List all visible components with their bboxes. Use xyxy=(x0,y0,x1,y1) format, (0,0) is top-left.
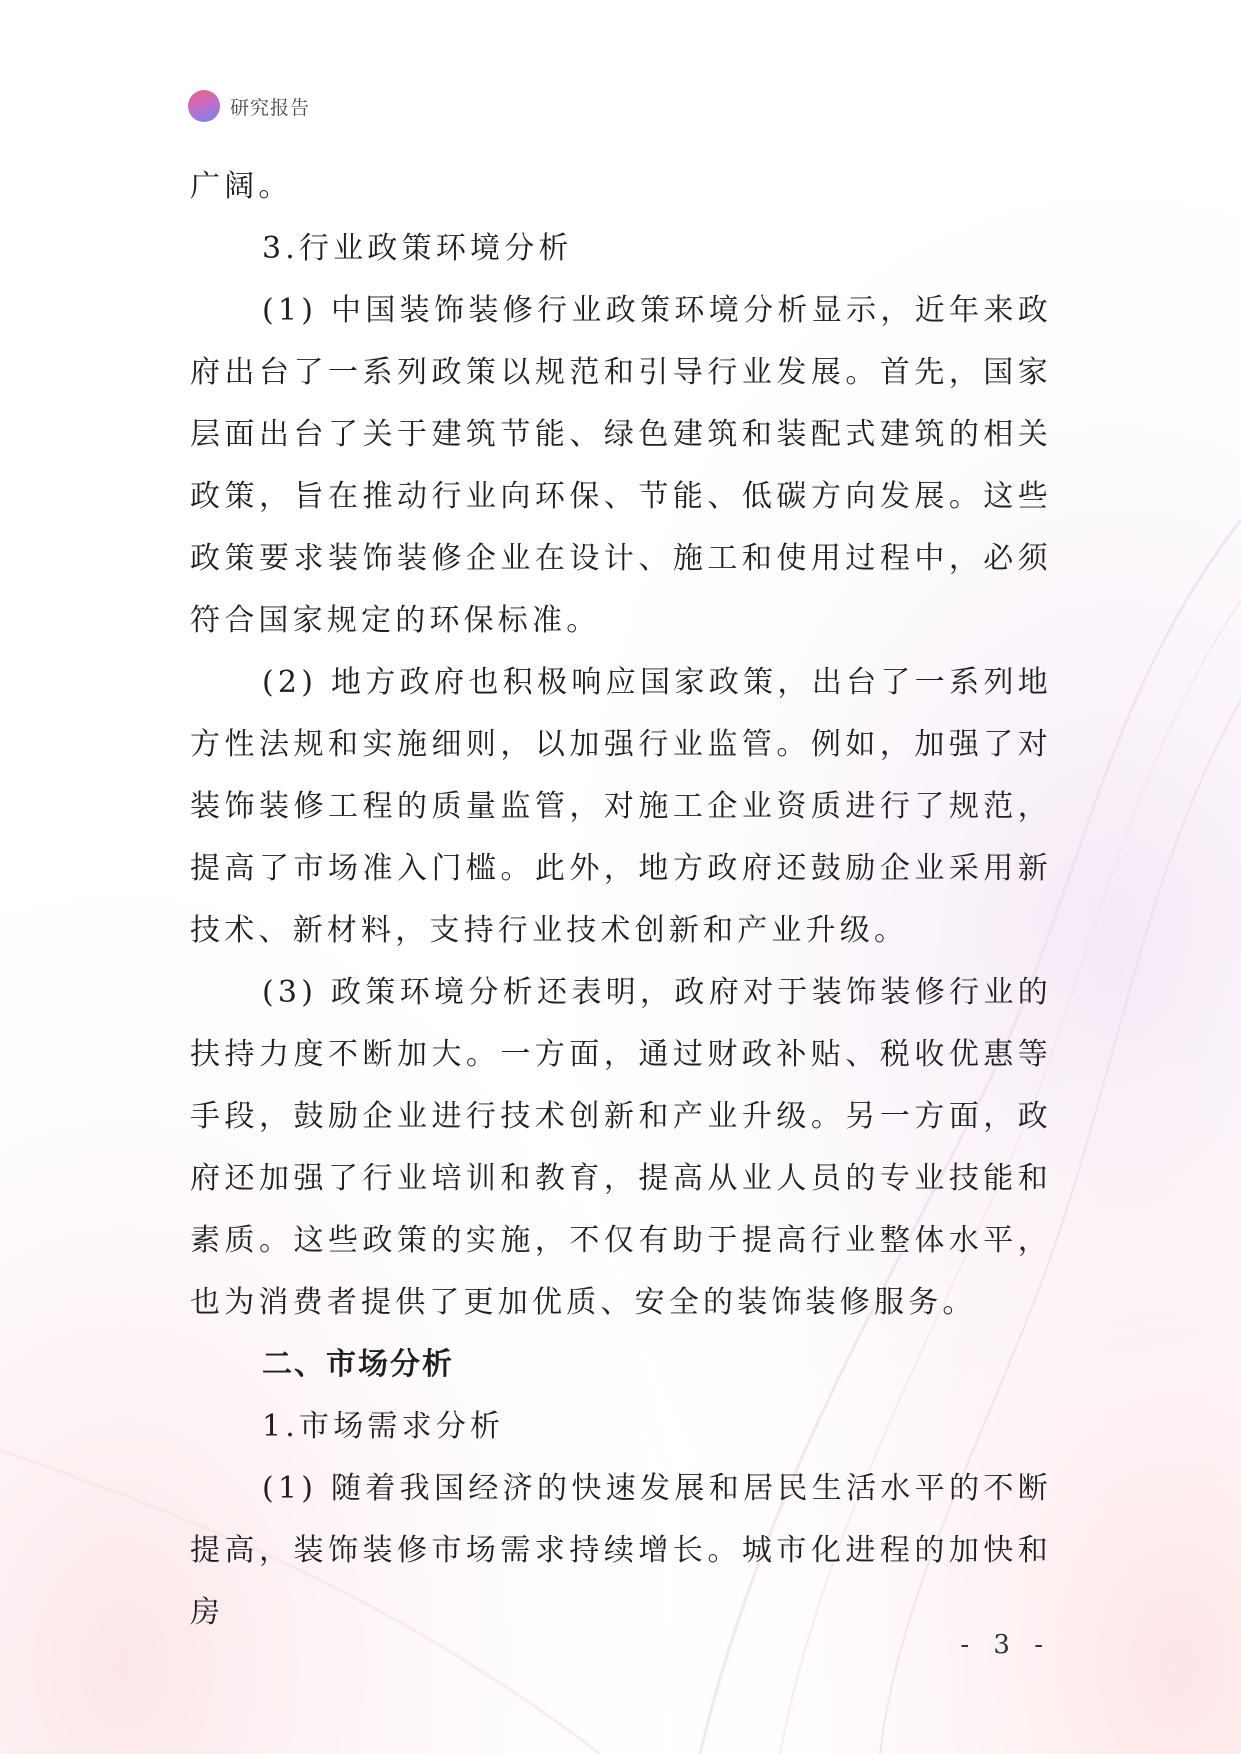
section-heading-demand: 1.市场需求分析 xyxy=(262,1409,505,1444)
report-header xyxy=(188,88,310,124)
paragraph-demand-1: (1) 随着我国经济的快速发展和居民生活水平的不断提高，装饰装修市场需求持续增长。城市化进程的加快和房 xyxy=(190,1471,1052,1630)
page-number: - 3 - xyxy=(960,1630,1051,1660)
chapter-heading-market: 二、市场分析 xyxy=(262,1347,454,1382)
section-heading-policy: 3.行业政策环境分析 xyxy=(262,231,573,266)
logo-circle-icon xyxy=(188,90,220,122)
paragraph-policy-3: (3) 政策环境分析还表明，政府对于装饰装修行业的扶持力度不断加大。一方面，通过财政补贴、税收优惠等手段，鼓励企业进行技术创新和产业升级。另一方面，政府还加强了行业培训和教育，提高从业人员的专业技能和素质。这些政策的实施，不仅有助于提高行业整体水平，也为消费者提供了更加优质、安全的装饰装修服务。 xyxy=(190,975,1052,1320)
paragraph-continuation: 广阔。 xyxy=(190,169,293,204)
paragraph-policy-2: (2) 地方政府也积极响应国家政策，出台了一系列地方性法规和实施细则，以加强行业监管。例如，加强了对装饰装修工程的质量监管，对施工企业资质进行了规范，提高了市场准入门槛。此外，地方政府还鼓励企业采用新技术、新材料，支持行业技术创新和产业升级。 xyxy=(190,665,1052,948)
body-text xyxy=(190,156,1052,1644)
header-title: 研究报告 xyxy=(230,96,311,119)
paragraph-policy-1: (1) 中国装饰装修行业政策环境分析显示，近年来政府出台了一系列政策以规范和引导行业发展。首先，国家层面出台了关于建筑节能、绿色建筑和装配式建筑的相关政策，旨在推动行业向环保、节能、低碳方向发展。这些政策要求装饰装修企业在设计、施工和使用过程中，必须符合国家规定的环保标准。 xyxy=(190,293,1052,638)
